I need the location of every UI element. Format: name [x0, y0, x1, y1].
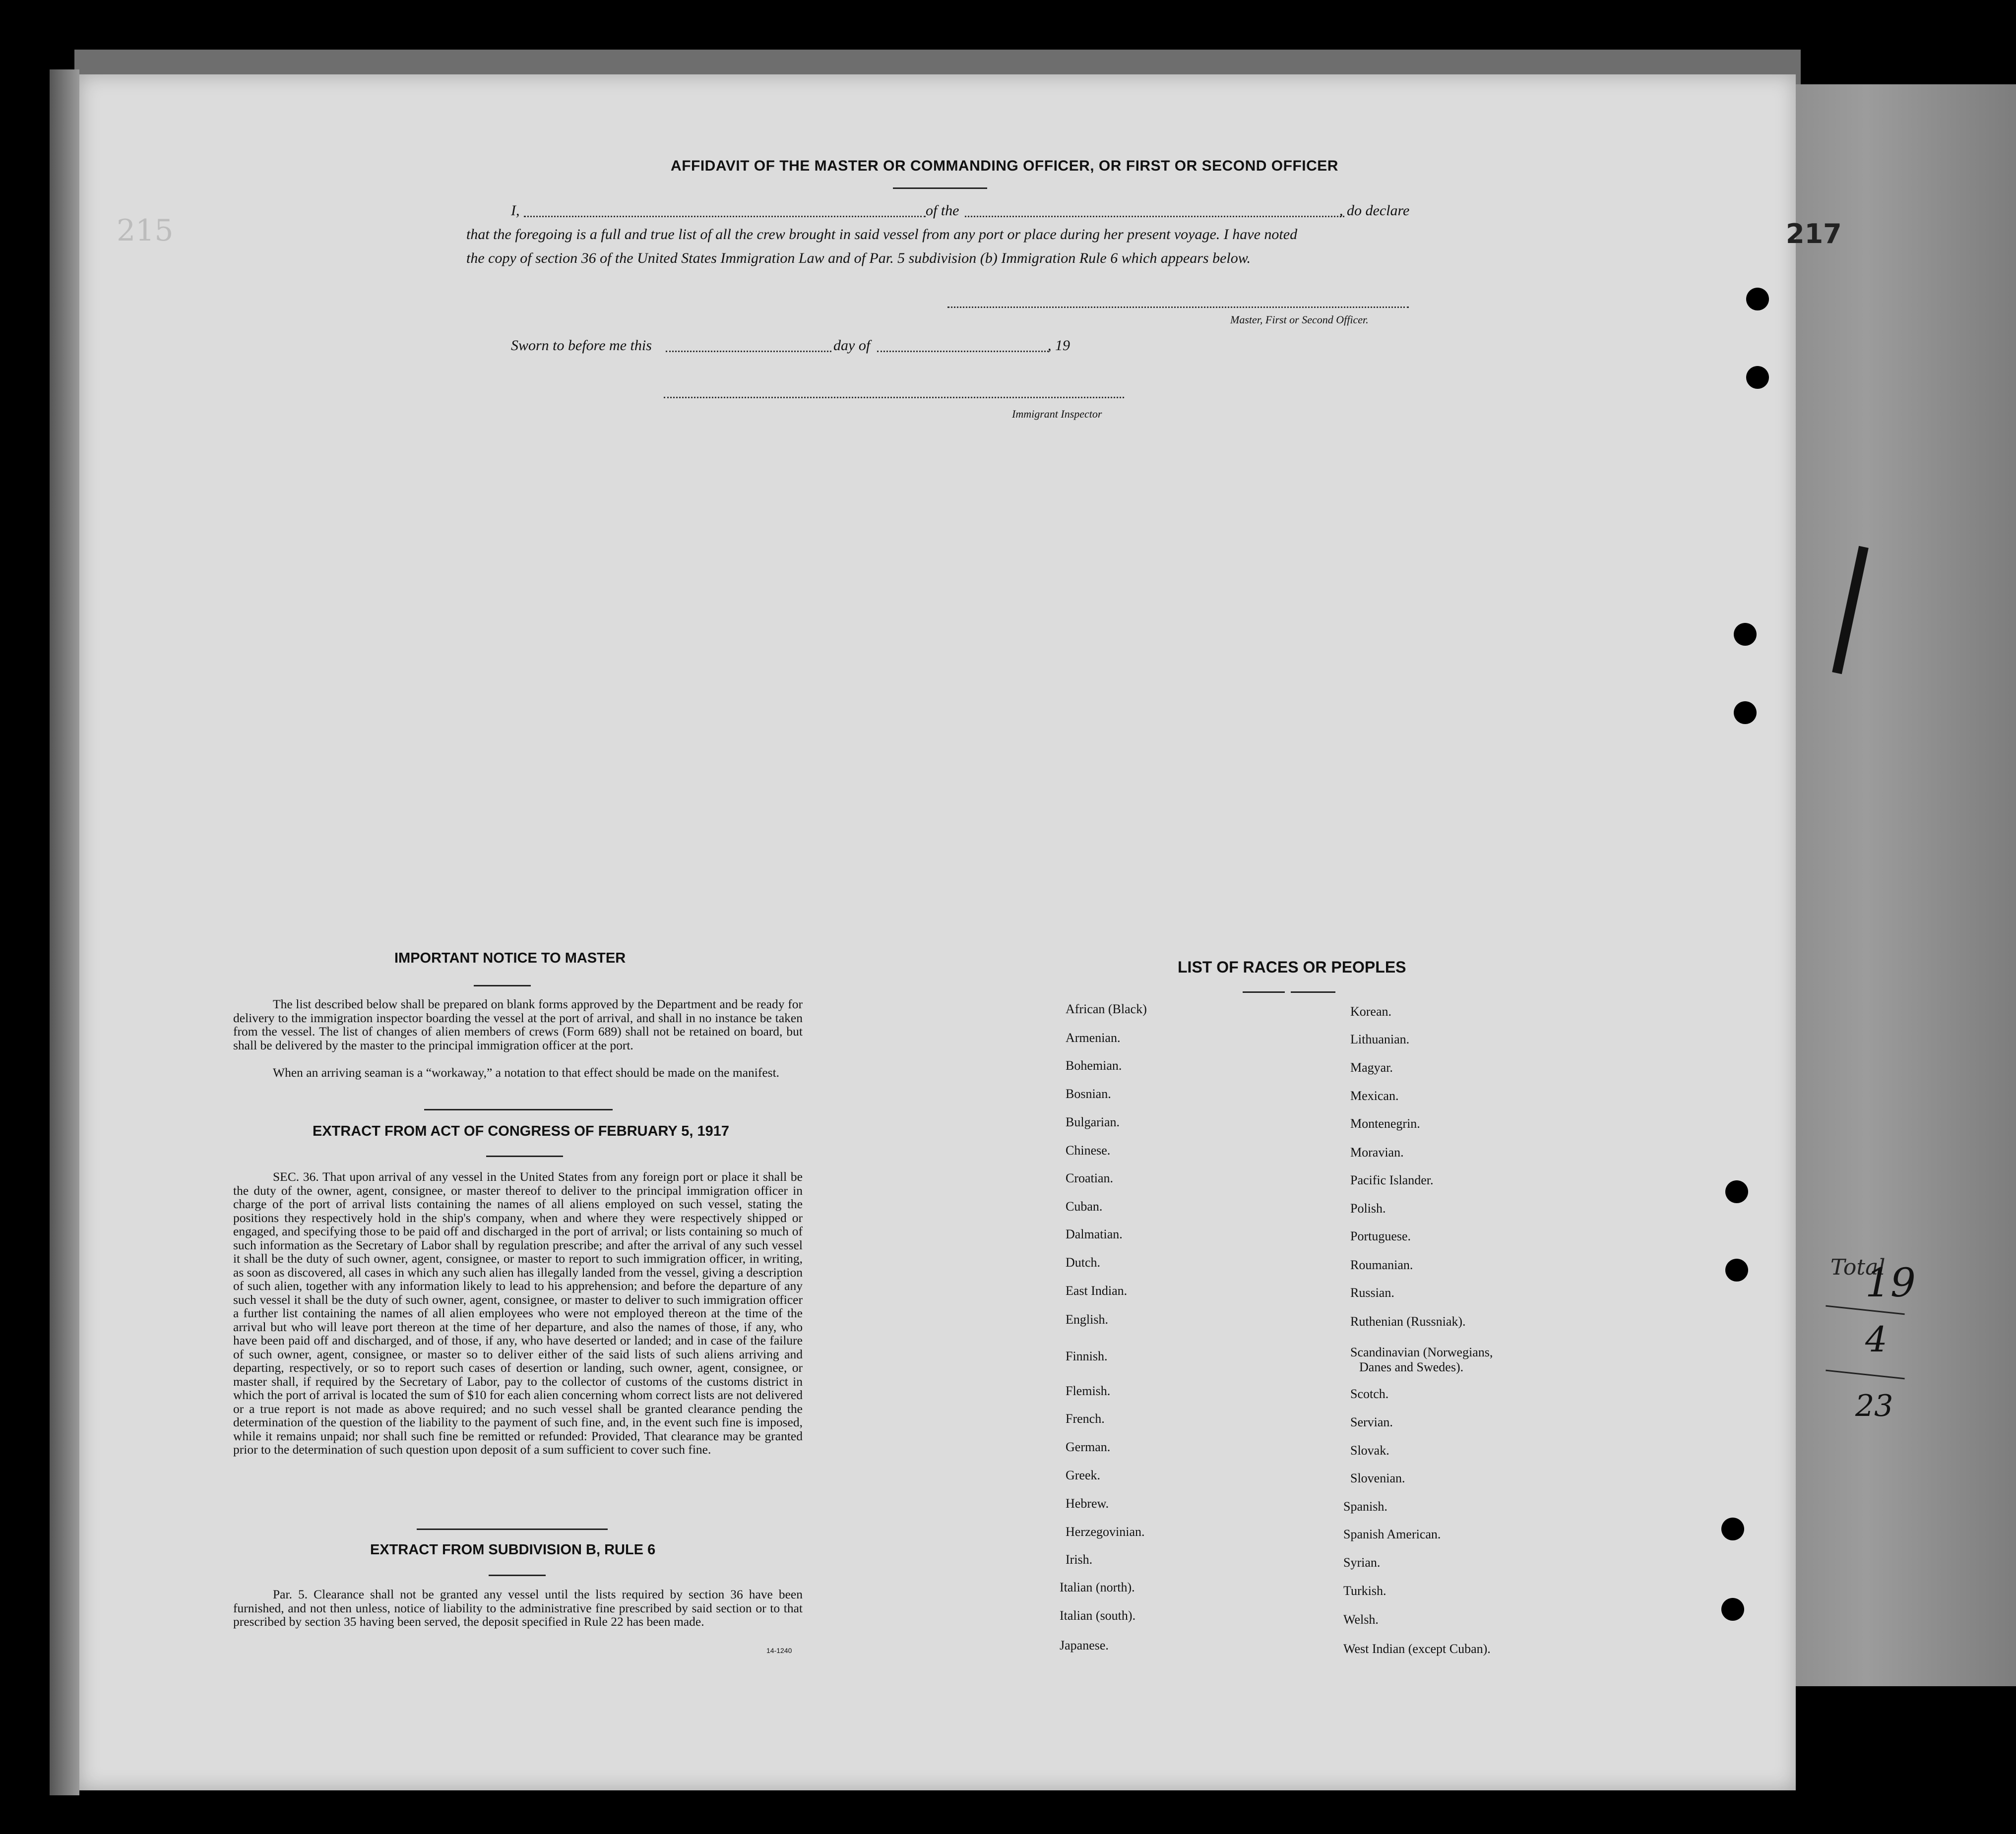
race-item: Herzegovinian. — [1066, 1525, 1145, 1539]
sworn-day-of: day of — [833, 337, 871, 354]
notice-paragraph-2: When an arriving seaman is a “workaway,” a notation to that effect should be made on the manifest. — [273, 1065, 780, 1080]
race-item: Russian. — [1350, 1285, 1394, 1300]
race-item: Servian. — [1350, 1415, 1393, 1429]
race-item: Chinese. — [1066, 1143, 1111, 1158]
background-page — [1766, 84, 2016, 1686]
title-underline — [893, 187, 987, 189]
race-item: Pacific Islander. — [1350, 1173, 1434, 1187]
punch-hole — [1746, 366, 1769, 389]
race-item: Slovenian. — [1350, 1471, 1405, 1485]
race-item: Bosnian. — [1066, 1087, 1111, 1101]
punch-hole — [1721, 1598, 1744, 1621]
extract-rule-title: EXTRACT FROM SUBDIVISION B, RULE 6 — [370, 1542, 656, 1558]
race-item: Scotch. — [1350, 1387, 1389, 1401]
race-item: Japanese. — [1060, 1638, 1109, 1652]
race-item: Hebrew. — [1066, 1496, 1109, 1511]
race-item: Armenian. — [1066, 1031, 1121, 1045]
extract-rule-underline — [489, 1575, 546, 1576]
day-blank — [666, 351, 831, 352]
extract-act-underline — [486, 1156, 563, 1157]
sworn-year: , 19 — [1048, 337, 1070, 354]
race-item: Bulgarian. — [1066, 1115, 1120, 1129]
extract-rule-text: Par. 5. Clearance shall not be granted any vessel until the lists required by section 36 have been furnished, and not then unless, notice of liability to the administrative fine prescribed by said section or to that prescribed by section 35 having been served, the deposit specified in Rule 22 has been made. — [233, 1587, 803, 1629]
handwritten-total-label: Total — [1830, 1255, 1886, 1280]
inspector-signature-line — [664, 397, 1124, 398]
inspector-caption: Immigrant Inspector — [1012, 408, 1102, 420]
handwritten-total-value: 19 — [1865, 1260, 1916, 1306]
race-item: Dalmatian. — [1066, 1227, 1123, 1241]
race-item: Mexican. — [1350, 1089, 1399, 1103]
race-item: Slovak. — [1350, 1443, 1389, 1458]
race-item: Croatian. — [1066, 1171, 1114, 1185]
race-item: Ruthenian (Russniak). — [1350, 1314, 1466, 1329]
document-page — [79, 74, 1796, 1790]
punch-hole — [1734, 701, 1757, 724]
master-signature-line — [947, 306, 1409, 308]
race-item: Spanish American. — [1343, 1527, 1441, 1541]
race-item: Flemish. — [1066, 1384, 1111, 1398]
extract-act-text: SEC. 36. That upon arrival of any vessel in the United States from any foreign port or place it shall be the duty of the owner, agent, consignee, or master thereof to deliver to the principal immigration officer in charge of the port of arrival lists containing the names of all aliens employed on such vessel, stating the positions they respectively hold in the ship's company, when and where they were respectively shipped or engaged, and specifying those to be paid off and discharged in the port of arrival; or lists containing so much of such information as the Secretary of Labor shall by regulation prescribe; and after the arrival of any such vessel it shall be the duty of such owner, agent, consignee, or master to report to such immigration officer, in writing, as soon as discovered, all cases in which any such alien has illegally landed from the vessel, giving a description of such alien, together with any information likely to lead to his apprehension; and before the departure of any such vessel it shall be the duty of such owner, agent, consignee, or master to deliver to such immigration officer a further list containing the names of all alien employees who were not employed thereon at the time of the arrival but who will leave port thereon at the time of her departure, and also the names of those, if any, who have been paid off and discharged, and of those, if any, who have deserted or landed; and in case of the failure of such owner, agent, consignee, or master so to deliver either of the said lists of such aliens arriving and departing, respectively, or so to report such cases of desertion or landing, such owner, agent, consignee, or master shall, if required by the Secretary of Labor, pay to the collector of customs of the customs district in which the port of arrival is located the sum of $10 for each alien concerning whom correct lists are not delivered or a true report is not made as above required; and no such vessel shall be granted clearance pending the determination of the question of the liability to the payment of such fine, and, in the event such fine is imposed, while it remains unpaid; nor shall such fine be remitted or refunded: Provided, That clearance may be granted prior to the determination of such question upon deposit of a sum sufficient to cover such fine. — [233, 1169, 803, 1457]
month-blank — [877, 351, 1049, 352]
race-item: French. — [1066, 1411, 1105, 1426]
punch-hole — [1725, 1180, 1748, 1203]
race-item: English. — [1066, 1312, 1108, 1327]
affidavit-line-3: the copy of section 36 of the United States Immigration Law and of Par. 5 subdivision (b) Immigration Rule 6 which appears below. — [466, 250, 1251, 266]
race-item: Greek. — [1066, 1468, 1101, 1482]
race-item: Scandinavian (Norwegians, — [1350, 1345, 1493, 1359]
master-signature-caption: Master, First or Second Officer. — [1230, 313, 1369, 326]
race-item: Welsh. — [1343, 1612, 1379, 1627]
punch-hole — [1725, 1259, 1748, 1282]
race-item: Syrian. — [1343, 1555, 1381, 1570]
race-item: Moravian. — [1350, 1145, 1404, 1160]
affidavit-title: AFFIDAVIT OF THE MASTER OR COMMANDING OFFICER, OR FIRST OR SECOND OFFICER — [671, 158, 1338, 174]
race-item: Italian (south). — [1060, 1608, 1136, 1623]
faint-page-number: 215 — [117, 213, 174, 248]
race-item: Magyar. — [1350, 1060, 1393, 1075]
races-underline — [1243, 991, 1285, 993]
stamp-number: 217 — [1786, 218, 1842, 249]
notice-underline — [474, 985, 531, 986]
punch-hole — [1734, 623, 1757, 646]
race-item: Spanish. — [1343, 1499, 1387, 1514]
name-blank — [524, 216, 926, 217]
race-item: Irish. — [1066, 1552, 1093, 1567]
section-divider — [424, 1109, 613, 1110]
race-item: Portuguese. — [1350, 1229, 1411, 1243]
section-divider — [417, 1528, 608, 1530]
notice-paragraph-1: The list described below shall be prepared on blank forms approved by the Department and be ready for delivery to the immigration inspector boarding the vessel at the port of arrival, and shall in no instance be taken from the vessel. The list of changes of alien members of crews (Form 689) shall not be retained on board, but shall be delivered by the master to the principal immigration officer at the port. — [233, 997, 803, 1052]
race-item: Korean. — [1350, 1004, 1392, 1019]
vessel-blank — [965, 216, 1344, 217]
sworn-prefix: Sworn to before me this — [511, 337, 652, 354]
race-item: Lithuanian. — [1350, 1032, 1410, 1046]
race-item: Dutch. — [1066, 1255, 1101, 1270]
affidavit-line-2: that the foregoing is a full and true list of all the crew brought in said vessel from any port or place during her present voyage. I have noted — [466, 226, 1298, 243]
form-number: 14-1240 — [766, 1647, 792, 1654]
race-item: Montenegrin. — [1350, 1116, 1420, 1131]
race-item: Turkish. — [1343, 1584, 1386, 1598]
race-item: Cuban. — [1066, 1199, 1103, 1214]
handwritten-tally: 23 — [1855, 1389, 1893, 1423]
races-title: LIST OF RACES OR PEOPLES — [1178, 958, 1406, 976]
handwritten-tally: 4 — [1865, 1319, 1888, 1360]
race-item: Italian (north). — [1060, 1580, 1135, 1594]
race-item: German. — [1066, 1440, 1111, 1454]
punch-hole — [1721, 1518, 1744, 1540]
race-item: East Indian. — [1066, 1284, 1128, 1298]
race-item: Roumanian. — [1350, 1258, 1413, 1272]
races-underline — [1291, 991, 1335, 993]
race-item: African (Black) — [1066, 1002, 1147, 1016]
race-item: Danes and Swedes). — [1359, 1360, 1464, 1374]
race-item: Finnish. — [1066, 1349, 1108, 1363]
punch-hole — [1746, 288, 1769, 310]
extract-act-title: EXTRACT FROM ACT OF CONGRESS OF FEBRUARY 5, 1917 — [313, 1123, 730, 1139]
race-item: West Indian (except Cuban). — [1343, 1642, 1491, 1656]
affidavit-do-declare: , do declare — [1339, 202, 1410, 219]
affidavit-i-label: I, — [511, 202, 520, 219]
affidavit-of-the: of the — [926, 202, 959, 219]
page-left-edge — [50, 69, 79, 1795]
notice-title: IMPORTANT NOTICE TO MASTER — [394, 950, 626, 966]
race-item: Polish. — [1350, 1201, 1386, 1216]
race-item: Bohemian. — [1066, 1058, 1122, 1073]
